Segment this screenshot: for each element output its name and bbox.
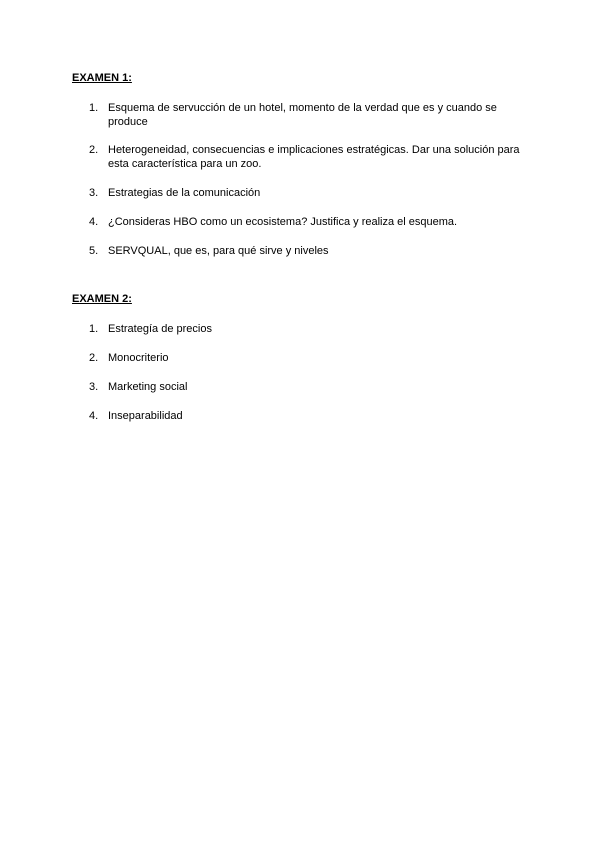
item-number: 4. [89, 216, 99, 228]
item-text: Inseparabilidad [108, 410, 183, 422]
list-item [72, 409, 532, 423]
item-text: Esquema de servucción de un hotel, momento de la verdad que es y cuando se produce [108, 102, 497, 128]
list-item [72, 143, 532, 171]
list-item [72, 101, 532, 129]
list-item [72, 380, 532, 394]
item-number: 1. [89, 323, 99, 335]
item-number: 2. [89, 144, 99, 156]
item-text: ¿Consideras HBO como un ecosistema? Justifica y realiza el esquema. [108, 216, 458, 228]
exam-2-section [72, 293, 532, 423]
exam-1-title: EXAMEN 1: [72, 72, 132, 84]
exam-1-question-list [72, 101, 532, 258]
item-number: 1. [89, 102, 99, 114]
item-number: 5. [89, 245, 99, 257]
item-text: Monocriterio [108, 352, 169, 364]
item-text: Estrategias de la comunicación [108, 187, 261, 199]
item-number: 3. [89, 381, 99, 393]
exam-2-question-list [72, 322, 532, 423]
item-number: 3. [89, 187, 99, 199]
list-item [72, 351, 532, 365]
item-text: Marketing social [108, 381, 188, 393]
list-item [72, 244, 532, 258]
item-number: 2. [89, 352, 99, 364]
list-item [72, 186, 532, 200]
exam-2-title: EXAMEN 2: [72, 293, 132, 305]
list-item [72, 215, 532, 229]
list-item [72, 322, 532, 336]
item-text: SERVQUAL, que es, para qué sirve y niveles [108, 245, 329, 257]
item-text: Heterogeneidad, consecuencias e implicaciones estratégicas. Dar una solución para esta característica para un zoo. [108, 144, 520, 170]
item-number: 4. [89, 410, 99, 422]
exam-1-section [72, 72, 532, 258]
item-text: Estrategía de precios [108, 323, 212, 335]
